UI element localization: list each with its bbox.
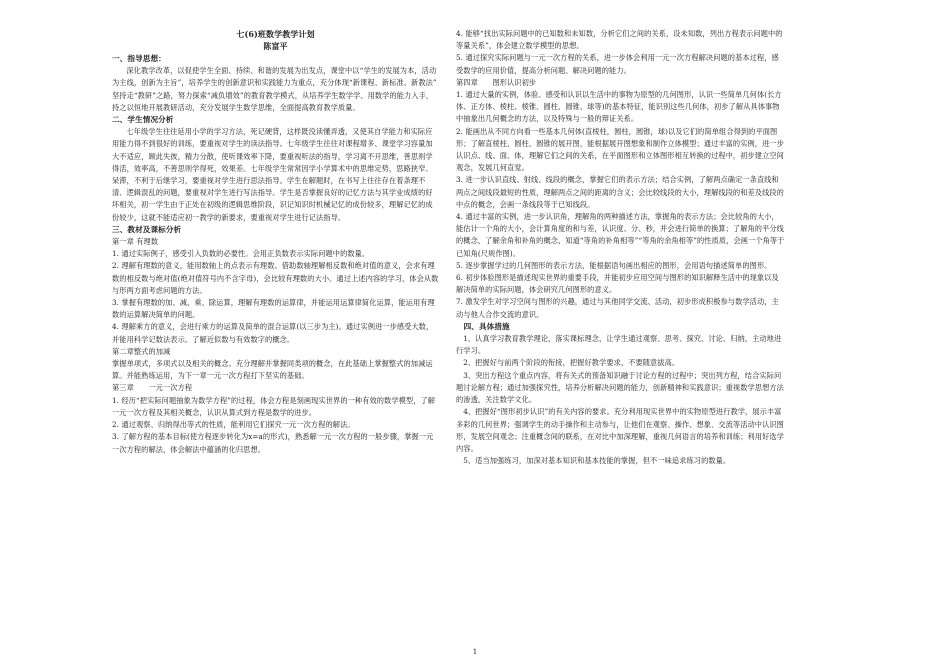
left-column-body <box>112 53 439 456</box>
paragraph: 2. 通过观察、归纳得出等式的性质，能利用它们探究一元一次方程的解法。 <box>112 420 355 430</box>
paragraph: 2. 能画出从不同方向看一些基本几何体(直棱柱，圆柱，圆锥，球)以及它们的简单组合得到的平面图形；了解直棱柱、圆柱、圆锥的展开图，能根据展开图想象和制作立体模型；通过丰富的实例，进一步认识点、线、面、体，理解它们之间的关系，在平面图形和立体图形相互转换的过程中，初步建立空间观念，发展几何直觉。 <box>456 126 784 173</box>
paragraph: 1. 经历“把实际问题抽象为数学方程”的过程，体会方程是刻画现实世界的一种有效的数学模型，了解一元一次方程及其相关概念，认识从算式到方程是数学的进步。 <box>112 395 436 417</box>
paragraph: 掌握单项式，多项式以及相关的概念。充分理解并掌握同类项的概念，在此基础上掌握整式的加减运算。并能熟练运用，为下一章一元一次方程打下坚实的基础。 <box>112 359 433 381</box>
paragraph: 3. 掌握有理数的加、减、乘、除运算，理解有理数的运算律，并能运用运算律简化运算，能运用有理数的运算解决简单的问题。 <box>112 298 435 320</box>
paragraph: 7. 激发学生对学习空间与图形的兴趣，通过与其他同学交流、活动，初步形成积极参与数学活动，主动与他人合作交流的意识。 <box>456 297 779 319</box>
paragraph: 3、突出方程这个重点内容，将有关式的预备知识融于讨论方程的过程中；突出列方程，结合实际问题讨论解方程；通过加强探究性，培养分析解决问题的能力，创新精神和实践意识；重视数学思想方法的渗透，关注数学文化。 <box>456 370 784 405</box>
paragraph: 5、适当加强练习，加深对基本知识和基本技能的掌握，但不一味追求练习的数量。 <box>463 456 731 466</box>
section-heading: 四、具体措施 <box>463 321 510 331</box>
paragraph: 3. 了解方程的基本目标(使方程逐步转化为x=a的形式)，熟悉解一元一次方程的一般步骤，掌握一元一次方程的解法，体会解法中蕴涵的化归思想。 <box>112 432 434 454</box>
paragraph: 1、认真学习教育教学理论，落实课标理念，让学生通过观察、思考、探究、讨论、归纳，主动地进行学习。 <box>456 334 782 356</box>
left-column <box>112 28 439 456</box>
paragraph: 6. 初步体验图形是描述现实世界的重要手段，并能初步应用空间与图形的知识解释生活中的现象以及解决简单的实际问题，体会研究几何图形的意义。 <box>456 273 779 295</box>
paragraph: 3. 进一步认识直线、射线、线段的概念，掌握它们的表示方法；结合实例，了解两点确定一条直线和两点之间线段最短的性质，理解两点之间的距离的含义；会比较线段的大小，理解线段的和差及线段的中点的概念，会画一条线段等于已知线段。 <box>456 175 784 209</box>
paragraph: 2. 理解有理数的意义，能用数轴上的点表示有理数。借助数轴理解相反数和绝对值的意义，会求有理数的相反数与绝对值(绝对值符号内不含字母)，会比较有理数的大小。通过上述内容的学习，体会从数与形两方面考虑问题的方法。 <box>112 261 439 295</box>
paragraph: 2、把握好与前两个阶段的衔接，把握好教学要求，不要随意拔高。 <box>463 358 680 368</box>
paragraph: 4、把握好“图形初步认识”的有关内容的要求。充分利用现实世界中的实物原型进行教学，展示丰富多彩的几何世界；强调学生的动手操作和主动参与，让他们在观察、操作、想象、交流等活动中认识图形，发展空间观念；注重概念间的联系，在对比中加深理解，重视几何语言的培养和训练；利用好选学内容。 <box>456 407 784 453</box>
paragraph: 1. 通过大量的实例，体验、感受和认识以生活中的事物为原型的几何图形，认识一些简单几何体(长方体、正方体、棱柱、棱锥、圆柱、圆锥、球等)的基本特征，能识别这些几何体，初步了解从具体事物中抽象出几何概念的方法，以及特殊与一般的辩证关系。 <box>456 90 782 124</box>
paragraph: 1. 通过实际例子，感受引入负数的必要性。会用正负数表示实际问题中的数量。 <box>112 249 370 259</box>
section-heading: 一、指导思想： <box>112 54 166 63</box>
paragraph: 4. 通过丰富的实例，进一步认识角，理解角的两种描述方法，掌握角的表示方法；会比较角的大小，能估计一个角的大小，会计算角度的和与差，认识度、分、秒，并会进行简单的换算；了解角的平分线的概念，了解余角和补角的概念，知道“等角的补角相等”“等角的余角相等”的性质质，会画一个角等于已知角(尺规作图)。 <box>456 212 785 258</box>
paragraph: 深化教学改革，以促使学生全面、持续、和谐的发展为出发点，课堂中以“学生的发展为本，活动为主线，创新为主旨”，培养学生的创新意识和实践能力为重点，充分体现“新课程、新标准、新教法” 坚持走“教研”之路，努力探索“减负增效”的教育教学模式，从培养学生数学学、用数学的能力入手，持之以恒地开展教研活动，充分发展学生数学思维，全面提高教育教学质量。 <box>112 66 437 112</box>
document-title: 七(6)班数学教学计划 <box>236 29 315 39</box>
paragraph: 第二章整式的加减 <box>112 346 171 356</box>
page-number: 1 <box>472 648 478 656</box>
paragraph: 第三章 一元一次方程 <box>112 383 193 393</box>
section-heading: 二、学生情况分析 <box>112 115 174 125</box>
right-column <box>456 28 786 467</box>
paragraph: 4. 理解乘方的意义，会进行乘方的运算及简单的混合运算(以三步为主)。通过实例进一步感受大数，并能用科学记数法表示。了解近似数与有效数字的概念。 <box>112 322 434 344</box>
paragraph: 4. 能够“找出实际问题中的已知数和未知数，分析它们之间的关系，设未知数，列出方程表示问题中的等量关系”，体会建立数学模型的思想。 <box>456 29 783 51</box>
paragraph: 5. 通过探究实际问题与一元一次方程的关系，进一步体会利用一元一次方程解决问题的基本过程，感受数学的应用价值，提高分析问题、解决问题的能力。 <box>456 53 779 75</box>
paragraph: 第四章 图形认识初步 <box>456 77 537 87</box>
paragraph: 第一章 有理数 <box>112 237 159 247</box>
paragraph: 七年级学生往往延用小学的学习方法，死记硬背，这样既没读懂弄透，又使其自学能力和实际应用能力得不到很好的训练，要重视对学生的读法指导。七年级学生往往对课程增多、课堂学习容量加大不适应，顾此失彼，精力分散，使听课效率下降，要重视听法的指导，学习离不开思维，善思则学得活，效率高，不善思则学得死，效果差。七年级学生常常因学小学算术中的思维定势，思路狭窄、呆滞，不利于后继学习，要重视对学生进行思法指导。学生在解题时，在书写上往往存在着条理不清、逻辑混乱的问题，要重视对学生进行写法指导。学生是否掌握良好的记忆方法与其学业成绩的好坏相关，初一学生由于正处在初级的逻辑思维阶段，识记知识时机械记忆的成份较多，理解记忆的成份较少，这就不能适应初一教学的新要求，要重视对学生进行记法指导。 <box>112 127 433 222</box>
right-column-body <box>456 28 786 467</box>
author-name: 陈富平 <box>263 41 288 51</box>
paragraph: 5. 逐步掌握学过的几何图形的表示方法，能根据语句画出相应的图形，会用语句描述简单的图形。 <box>456 260 772 270</box>
section-heading: 三、教材及课标分析 <box>112 224 182 234</box>
